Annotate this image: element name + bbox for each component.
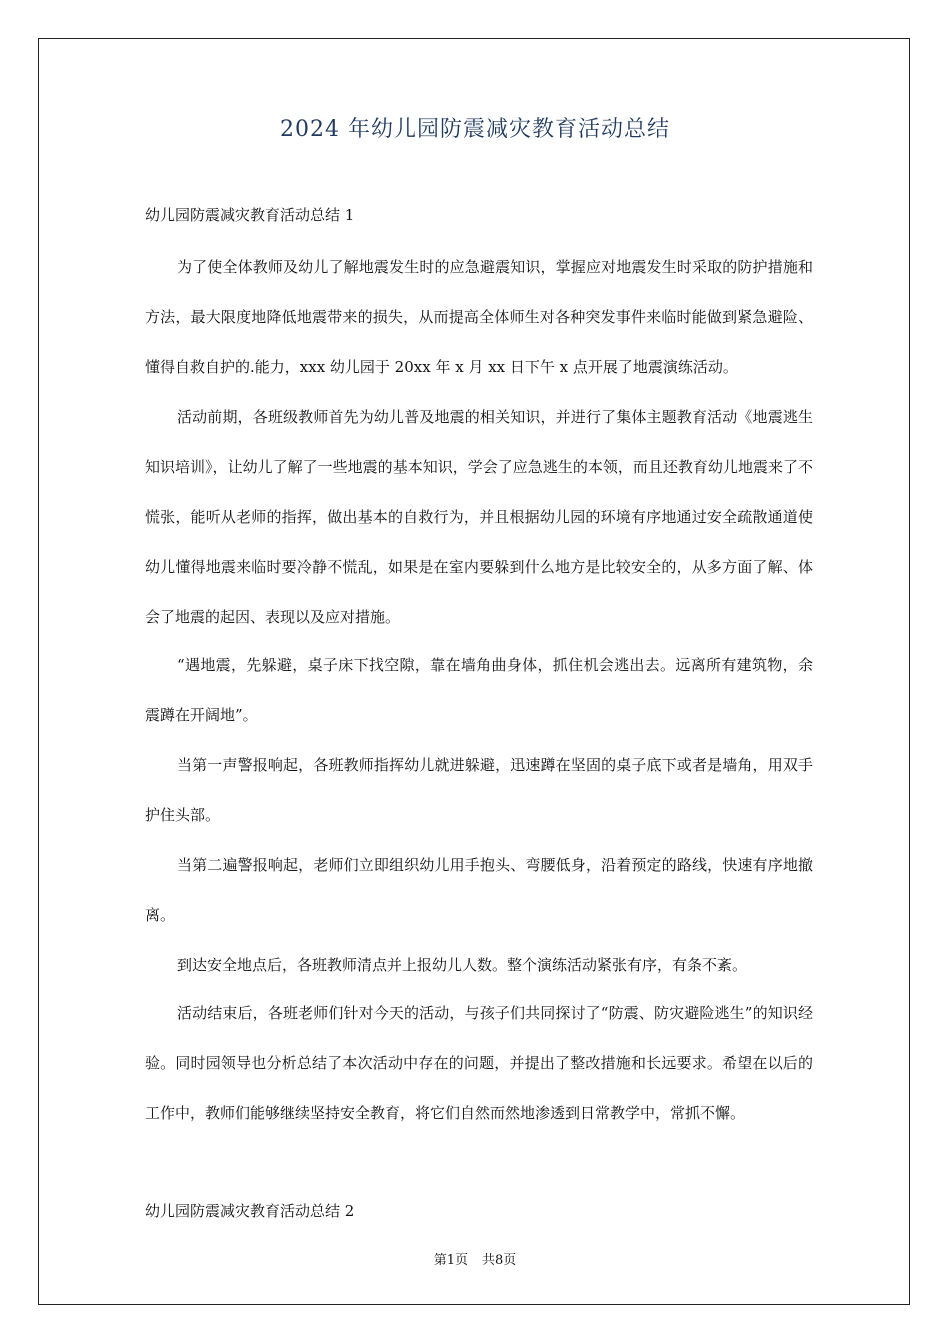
paragraph-preparation: 活动前期，各班级教师首先为幼儿普及地震的相关知识，并进行了集体主题教育活动《地震逃生知识培训》，让幼儿了解了一些地震的基本知识，学会了应急逃生的本领，而且还教育幼儿地震来了不慌张，能听从老师的指挥，做出基本的自救行为，并且根据幼儿园的环境有序地通过安全疏散通道使幼儿懂得地震来临时要冷静不慌乱，如果是在室内要躲到什么地方是比较安全的，从多方面了解、体会了地震的起因、表现以及应对措施。 xyxy=(145,408,813,626)
paragraph-safe-point: 到达安全地点后，各班教师清点并上报幼儿人数。整个演练活动紧张有序，有条不紊。 xyxy=(177,956,748,974)
paragraph-rhyme: “遇地震，先躲避，桌子床下找空隙，靠在墙角曲身体，抓住机会逃出去。远离所有建筑物，余震蹲在开阔地”。 xyxy=(145,656,813,724)
section-heading-2: 幼儿园防震减灾教育活动总结 2 xyxy=(145,1202,355,1220)
document-title: 2024 年幼儿园防震减灾教育活动总结 xyxy=(280,117,670,142)
page-number: 第1页 xyxy=(433,1253,468,1268)
paragraph-second-alarm: 当第二遍警报响起，老师们立即组织幼儿用手抱头、弯腰低身，沿着预定的路线，快速有序地撤离。 xyxy=(145,856,813,924)
paragraph-summary: 活动结束后，各班老师们针对今天的活动，与孩子们共同探讨了“防震、防灾避险逃生”的知识经验。同时园领导也分析总结了本次活动中存在的问题，并提出了整改措施和长远要求。希望在以后的工作中，教师们能够继续坚持安全教育，将它们自然而然地渗透到日常教学中，常抓不懈。 xyxy=(145,1004,813,1122)
paragraph-intro: 为了使全体教师及幼儿了解地震发生时的应急避震知识，掌握应对地震发生时采取的防护措施和方法，最大限度地降低地震带来的损失，从而提高全体师生对各种突发事件来临时能做到紧急避险、懂得自救自护的.能力，xxx 幼儿园于 20xx 年 x 月 xx 日下午 x 点开展了地震演练活动。 xyxy=(145,258,813,376)
section-heading-1: 幼儿园防震减灾教育活动总结 1 xyxy=(145,206,355,224)
total-pages: 共8页 xyxy=(482,1253,517,1268)
page-footer xyxy=(0,1249,950,1268)
paragraph-first-alarm: 当第一声警报响起，各班教师指挥幼儿就进躲避，迅速蹲在坚固的桌子底下或者是墙角，用双手护住头部。 xyxy=(145,756,813,824)
